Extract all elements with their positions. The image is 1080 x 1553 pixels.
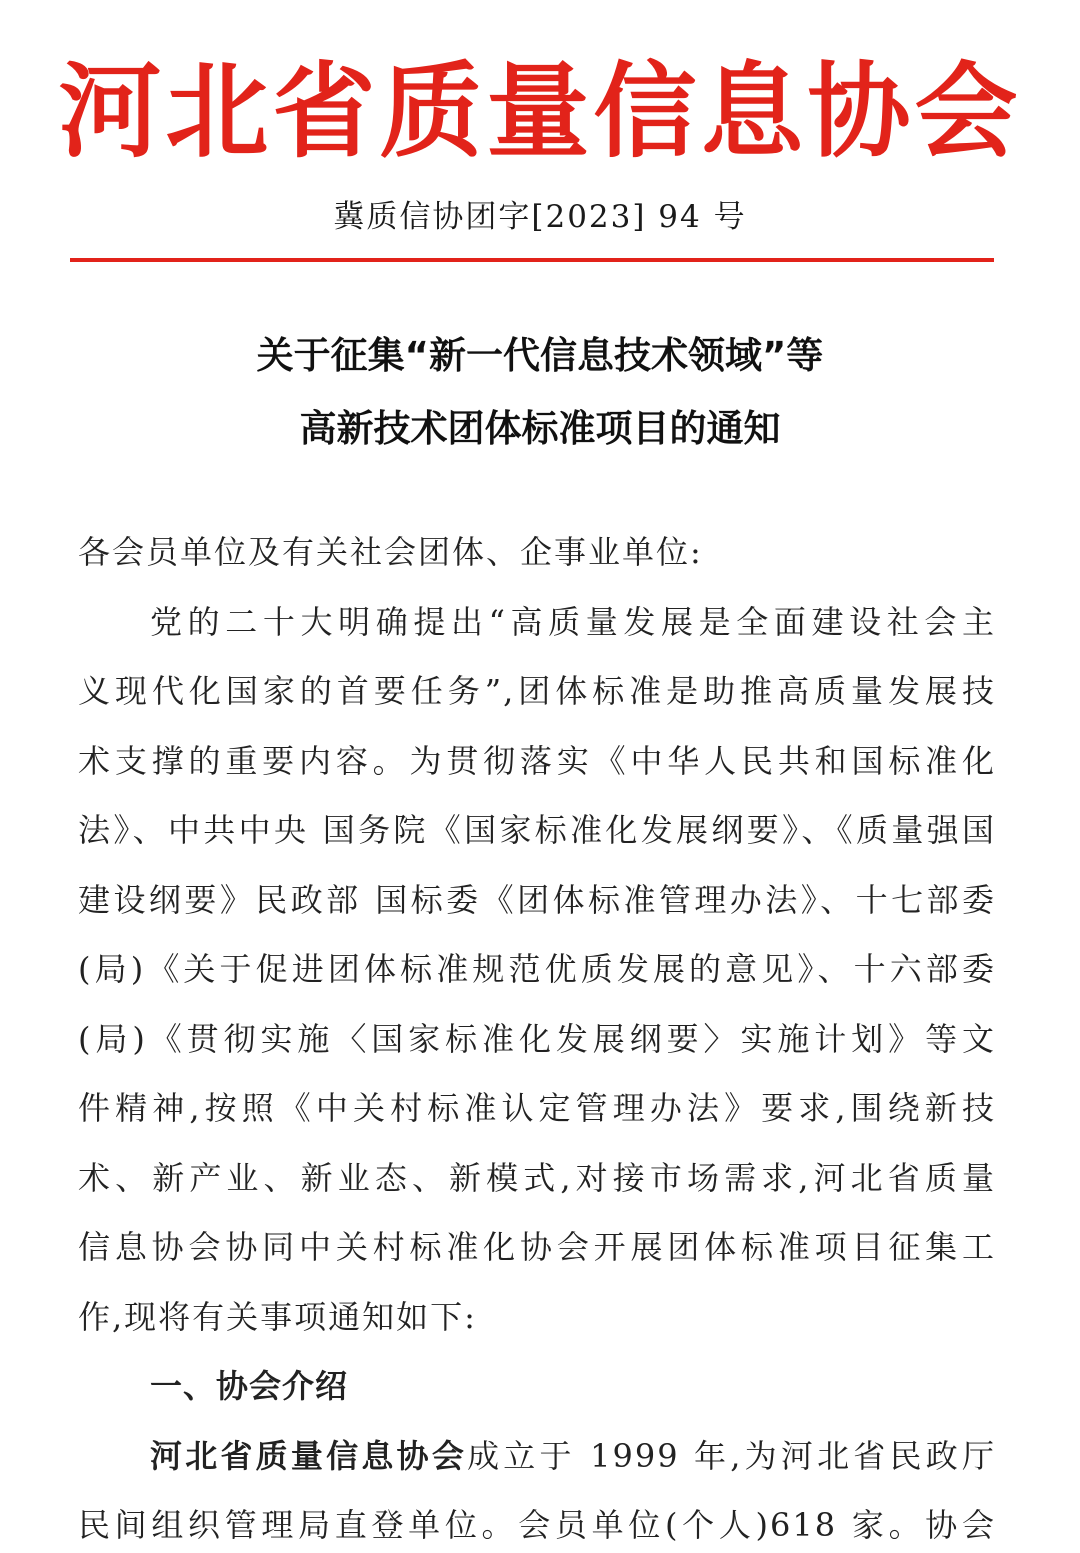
paragraph-line: 件精神,按照《中关村标准认定管理办法》要求,围绕新技 (78, 1089, 996, 1127)
paragraph-line: 义现代化国家的首要任务”,团体标准是助推高质量发展技 (78, 672, 996, 710)
notice-title-line-1: 关于征集“新一代信息技术领域”等 (256, 334, 824, 377)
paragraph-line: 术、新产业、新业态、新模式,对接市场需求,河北省质量 (78, 1158, 996, 1197)
paragraph-line: 法》、中共中央 国务院《国家标准化发展纲要》、《质量强国 (78, 811, 996, 849)
red-divider (70, 258, 994, 262)
association-name: 河北省质量信息协会 (150, 1436, 468, 1475)
paragraph-line: 民间组织管理局直登单位。会员单位(个人)618 家。协会 (78, 1506, 996, 1544)
paragraph-line: 党的二十大明确提出“高质量发展是全面建设社会主 (150, 602, 996, 641)
paragraph-line: 作,现将有关事项通知如下: (78, 1297, 477, 1336)
paragraph-line: (局)《贯彻实施〈国家标准化发展纲要〉实施计划》等文 (78, 1019, 996, 1058)
masthead-title: 河北省质量信息协会 (58, 51, 1022, 172)
paragraph-text: 成立于 1999 年,为河北省民政厅 (467, 1436, 996, 1475)
salutation: 各会员单位及有关社会团体、企事业单位: (78, 533, 703, 571)
section-heading: 一、协会介绍 (150, 1367, 349, 1405)
paragraph-line: 建设纲要》民政部 国标委《团体标准管理办法》、十七部委 (78, 880, 996, 919)
paragraph-line (78, 1422, 996, 1492)
paragraph-line: 信息协会协同中关村标准化协会开展团体标准项目征集工 (78, 1228, 996, 1266)
paragraph-line: 术支撑的重要内容。为贯彻落实《中华人民共和国标准化 (78, 741, 996, 780)
notice-title-line-2: 高新技术团体标准项目的通知 (299, 407, 781, 450)
document-body (78, 518, 996, 1553)
document-number: 冀质信协团字[2023] 94 号 (333, 199, 747, 235)
paragraph-line: (局)《关于促进团体标准规范优质发展的意见》、十六部委 (78, 950, 996, 988)
